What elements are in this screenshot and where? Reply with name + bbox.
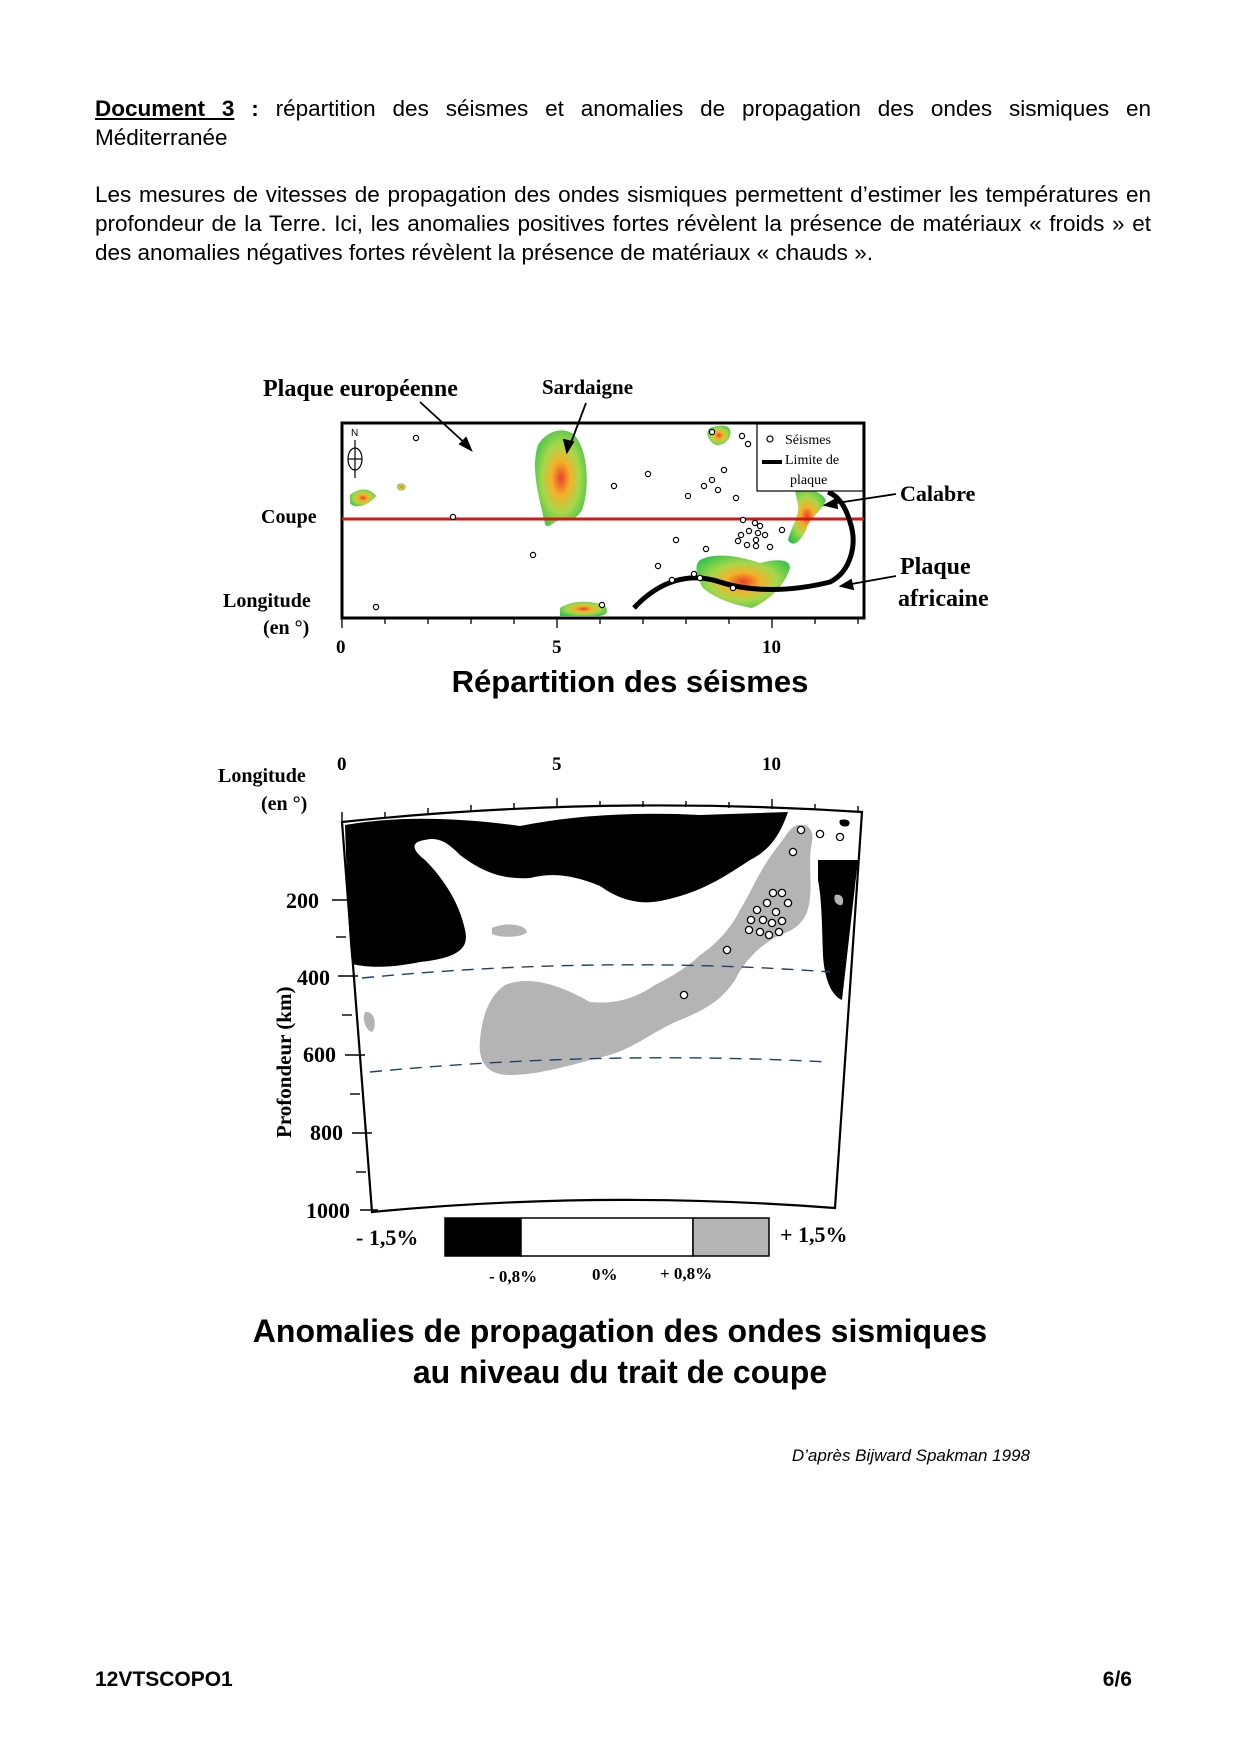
legend-limite-2: plaque: [790, 473, 828, 488]
colorbar-tick-zero: 0%: [592, 1265, 618, 1284]
footer-code: 12VTSCOPO1: [95, 1668, 233, 1691]
map-tick-5: 5: [552, 637, 562, 658]
legend-limite-1: Limite de: [785, 453, 840, 468]
earthquake-marker: [673, 537, 678, 542]
label-plaque-europeenne: Plaque européenne: [263, 376, 458, 402]
depth-tick-600: 600: [303, 1042, 336, 1067]
earthquake-marker: [733, 495, 738, 500]
colorbar-tick-neg: - 0,8%: [489, 1267, 538, 1286]
earthquake-marker: [373, 604, 378, 609]
earthquake-marker: [762, 532, 767, 537]
label-coupe: Coupe: [261, 506, 317, 528]
section-earthquake-marker: [680, 991, 687, 998]
earthquake-marker: [715, 487, 720, 492]
section-tick-5: 5: [552, 754, 562, 775]
earthquake-marker: [611, 483, 616, 488]
section-earthquake-marker: [789, 848, 796, 855]
earthquake-marker: [738, 532, 743, 537]
colorbar-neutral: [521, 1218, 693, 1256]
source-citation: D’après Bijward Spakman 1998: [791, 1446, 1030, 1465]
cross-section-figure: [0, 740, 1240, 1300]
earthquake-marker: [413, 435, 418, 440]
section-earthquake-marker: [753, 906, 760, 913]
colorbar-negative: [445, 1218, 521, 1256]
section-earthquake-marker: [775, 928, 782, 935]
earthquake-marker: [669, 577, 674, 582]
earthquake-marker: [685, 493, 690, 498]
section-tick-10: 10: [762, 754, 781, 775]
earthquake-marker: [730, 585, 735, 590]
colorbar-neg-label: - 1,5%: [356, 1225, 419, 1250]
section-earthquake-marker: [778, 917, 785, 924]
section-title-line2: au niveau du trait de coupe: [412, 1354, 828, 1390]
depth-tick-400: 400: [297, 965, 330, 990]
earthquake-marker: [757, 523, 762, 528]
section-title: [180, 1311, 1060, 1393]
section-earthquake-marker: [723, 946, 730, 953]
earthquake-marker: [530, 552, 535, 557]
section-earthquake-marker: [768, 919, 775, 926]
document-colon: :: [234, 96, 259, 121]
section-earthquake-marker: [778, 889, 785, 896]
label-calabre: Calabre: [900, 481, 976, 506]
label-longitude-unit: (en °): [263, 617, 310, 639]
colorbar-positive: [693, 1218, 769, 1256]
earthquake-marker: [746, 528, 751, 533]
section-title-line1: Anomalies de propagation des ondes sismiques: [252, 1313, 988, 1349]
depth-tick-200: 200: [286, 888, 319, 913]
earthquake-marker: [755, 530, 760, 535]
map-tick-10: 10: [762, 637, 781, 658]
label-longitude: Longitude: [223, 590, 311, 612]
earthquake-marker: [703, 546, 708, 551]
earthquake-marker: [735, 538, 740, 543]
section-earthquake-marker: [836, 833, 843, 840]
colorbar-tick-pos: + 0,8%: [660, 1264, 713, 1283]
label-sardaigne: Sardaigne: [542, 375, 634, 399]
seismicity-map-figure: [0, 0, 1240, 720]
earthquake-marker: [645, 471, 650, 476]
intro-paragraph: Les mesures de vitesses de propagation des ondes sismiques permettent d’estimer les températures en profondeur de la Terre. Ici, les anomalies positives fortes révèlent la présence de matériaux « froids » et des anomalies négatives fortes révèlent la présence de matériaux « chauds ».: [95, 182, 1151, 265]
section-earthquake-marker: [769, 889, 776, 896]
earthquake-marker: [701, 483, 706, 488]
map-tick-0: 0: [336, 637, 346, 658]
earthquake-marker: [745, 441, 750, 446]
earthquake-marker: [721, 467, 726, 472]
earthquake-marker: [753, 537, 758, 542]
section-earthquake-marker: [763, 899, 770, 906]
document-label: Document 3: [95, 96, 235, 121]
earthquake-marker: [740, 517, 745, 522]
colorbar-pos-label: + 1,5%: [780, 1222, 848, 1247]
footer-page-number: 6/6: [1102, 1668, 1132, 1691]
label-africaine: africaine: [898, 586, 989, 612]
section-earthquake-marker: [747, 916, 754, 923]
section-earthquake-marker: [756, 928, 763, 935]
sardinia-landmass: [535, 430, 587, 526]
section-earthquake-marker: [816, 830, 823, 837]
earthquake-marker: [655, 563, 660, 568]
north-label: N: [351, 428, 359, 439]
section-earthquake-marker: [759, 916, 766, 923]
section-earthquake-marker: [784, 899, 791, 906]
earthquake-marker: [709, 477, 714, 482]
depth-tick-1000: 1000: [306, 1198, 350, 1223]
earthquake-marker: [599, 602, 604, 607]
west-landmass-small: [397, 483, 405, 490]
earthquake-marker: [709, 429, 714, 434]
earthquake-marker: [744, 542, 749, 547]
legend-seismes: Séismes: [785, 433, 831, 448]
earthquake-marker: [450, 514, 455, 519]
label-plaque: Plaque: [900, 554, 971, 580]
section-earthquake-marker: [745, 926, 752, 933]
depth-tick-800: 800: [310, 1120, 343, 1145]
earthquake-marker: [767, 544, 772, 549]
map-title: Répartition des séismes: [451, 664, 809, 699]
section-earthquake-marker: [797, 826, 804, 833]
earthquake-marker: [691, 571, 696, 576]
earthquake-marker: [752, 520, 757, 525]
section-tick-0: 0: [337, 754, 347, 775]
legend-seisme-symbol: [767, 436, 773, 442]
section-earthquake-marker: [765, 931, 772, 938]
earthquake-marker: [779, 527, 784, 532]
depth-axis-label: Profondeur (km): [272, 986, 296, 1138]
earthquake-marker: [739, 433, 744, 438]
document-title: répartition des séismes et anomalies de propagation des ondes sismiques en Méditerranée: [95, 96, 1151, 150]
section-longitude-label: Longitude: [218, 765, 306, 787]
earthquake-marker: [753, 543, 758, 548]
earthquake-marker: [697, 575, 702, 580]
section-longitude-unit: (en °): [261, 793, 308, 815]
section-earthquake-marker: [772, 908, 779, 915]
